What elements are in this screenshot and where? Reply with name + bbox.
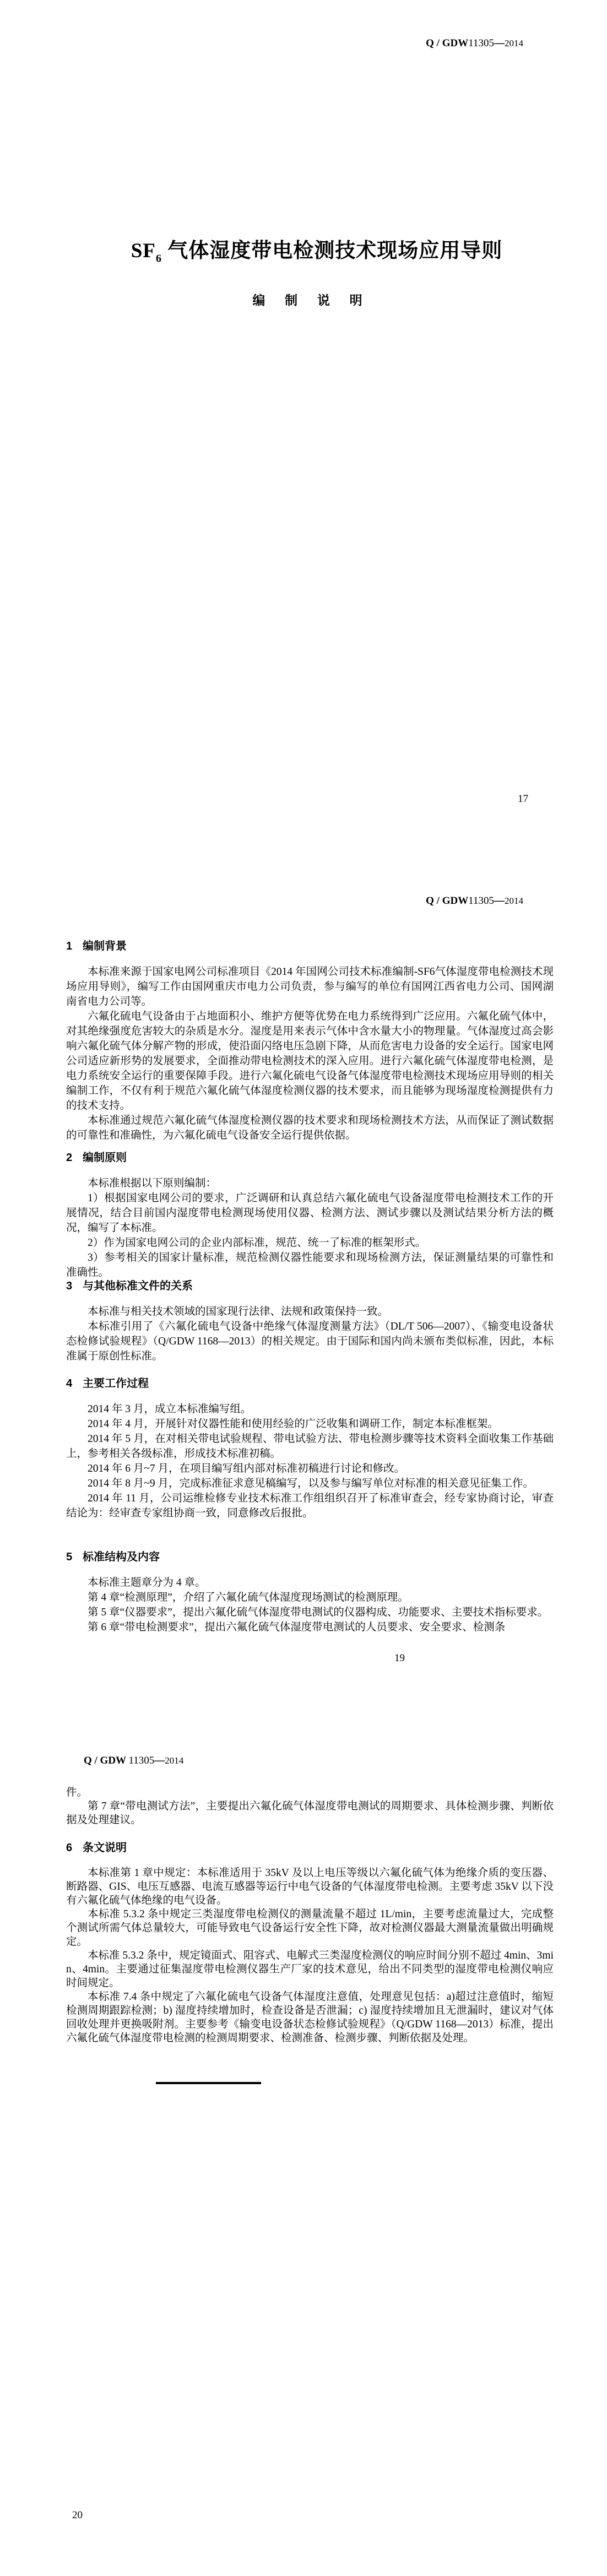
paragraph: 本标准与相关技术领域的国家现行法律、法规和政策保持一致。 [88, 1306, 389, 1317]
section-1-bianzhi-beijing [66, 938, 554, 1143]
standard-code-number: 11305 [468, 895, 494, 907]
section-title: 与其他标准文件的关系 [83, 1280, 193, 1292]
page3-header-standard-code [84, 1755, 183, 1767]
paragraph: 本标准 5.3.2 条中，规定镜面式、阻容式、电解式三类湿度检测仪的响应时间分别不超过 4min、3min、4min。主要通过征集湿度带电检测仪器生产厂家的技术意见，给出不同类型的湿度带电检测仪响应时间规定。 [66, 1950, 554, 1989]
section-title: 主要工作过程 [83, 1378, 149, 1390]
title-subscript-6: 6 [155, 252, 162, 265]
paragraph: 2014 年 5 月，在对相关带电试验规程、带电试验方法、带电检测步骤等技术资料全面收集工作基础上，参考相关各级标准，形成技术标准初稿。 [66, 1433, 554, 1460]
paragraph: 2014 年 6 月~7 月，在项目编写组内部对标准初稿进行讨论和修改。 [88, 1463, 405, 1474]
paragraph: 本标准引用了《六氟化硫电气设备中绝缘气体湿度测量方法》（DL/T 506—2007）、《输变电设备状态检修试验规程》（Q/GDW 1168—2013）的相关规定。由于国际和国内尚未颁布类似标准，因此，本标准属于原创性标准。 [66, 1321, 554, 1362]
section-number: 4 [66, 1378, 73, 1390]
section-5-jiegou-neirong [66, 1549, 554, 1635]
section-heading [66, 1278, 554, 1294]
paragraph: 2）作为国家电网公司的企业内部标准，规范、统一了标准的框架形式。 [88, 1237, 426, 1249]
title-rest: 气体湿度带电检测技术现场应用导则 [162, 240, 503, 262]
section-number: 5 [66, 1551, 73, 1563]
page-number-19: 19 [394, 1652, 405, 1664]
paragraph: 本标准 5.3.2 条中规定三类湿度带电检测仪的测量流量不超过 1L/min，主要考虑流量过大，完成整个测试所需气体总量较大，可能导致电气设备运行安全性下降，故对检测仪器最大测量流量做出明确规定。 [66, 1908, 554, 1948]
paragraph: 第 6 章“带电检测要求”，提出六氟化硫气体湿度带电测试的人员要求、安全要求、检测条 [88, 1621, 506, 1633]
standard-code-dash: — [494, 895, 505, 907]
standard-code-number: 11305 [468, 37, 494, 49]
paragraph: 第 5 章“仪器要求”，提出六氟化硫气体湿度带电测试的仪器构成、功能要求、主要技术指标要求。 [88, 1607, 549, 1618]
paragraph: 第 7 章“带电测试方法”，主要提出六氟化硫气体湿度带电测试的周期要求、具体检测步骤、判断依据及处理建议。 [66, 1801, 554, 1826]
section-number: 1 [66, 940, 73, 952]
section-number: 3 [66, 1280, 73, 1292]
section-number: 2 [66, 1152, 73, 1164]
standard-code-dash: — [154, 1755, 165, 1766]
section-2-bianzhi-yuanze [66, 1149, 554, 1280]
document-subtitle: 编 制 说 明 [252, 294, 368, 307]
section-title: 编制原则 [83, 1152, 127, 1164]
section-6-tiaowen-shuoming [66, 1840, 554, 2045]
title-sf: SF [131, 240, 156, 262]
section-heading [66, 1549, 554, 1565]
page-number-17: 17 [518, 793, 528, 805]
paragraph: 本标准第 1 章中规定：本标准适用于 35kV 及以上电压等级以六氟化硫气体为绝缘介质的变压器、断路器、GIS、电压互感器、电流互感器等运行中电气设备的气体湿度带电检测。主要考虑 35kV 以下没有六氟化硫气体绝缘的电气设备。 [66, 1867, 554, 1906]
section-title: 标准结构及内容 [83, 1551, 160, 1563]
paragraph: 2014 年 4 月，开展针对仪器性能和使用经验的广泛收集和调研工作，制定本标准框架。 [88, 1418, 498, 1430]
standard-code-number: 11305 [128, 1755, 155, 1766]
paragraph: 本标准根据以下原则编制： [88, 1178, 217, 1189]
end-of-document-rule [156, 2082, 261, 2084]
paragraph: 2014 年 8 月~9 月，完成标准征求意见稿编写，以及参与编写单位对标准的相关意见征集工作。 [88, 1478, 534, 1489]
paragraph: 六氟化硫电气设备由于占地面积小、维护方便等优势在电力系统得到广泛应用。六氟化硫气体中，对其绝缘强度危害较大的杂质是水分。湿度是用来表示气体中含水量大小的物理量。气体湿度过高会影响六氟化硫气体分解产物的形成，使沿面闪络电压急剧下降，从而危害电力设备的安全运行。国家电网公司适应新形势的发展要求，全面推动带电检测技术的深入应用。进行六氟化硫气体湿度带电检测，是电力系统安全运行的重要保障手段。进行六氟化硫电气设备气体湿度带电检测技术现场应用导则的相关编制工作，不仅有利于规范六氟化硫气体湿度检测仪器的技术要求，而且能够为现场湿度检测提供有力的技术支持。 [66, 1011, 554, 1111]
paragraph-continuation: 件。 [66, 1787, 88, 1798]
standard-code-year: 2014 [165, 1755, 184, 1766]
standard-code-year: 2014 [505, 896, 523, 906]
section-title: 条文说明 [83, 1842, 127, 1854]
section-4-gongzuo-guocheng [66, 1375, 554, 1521]
paragraph: 第 4 章“检测原理”，介绍了六氟化硫气体湿度现场测试的检测原理。 [88, 1592, 409, 1603]
paragraph: 2014 年 3 月，成立本标准编写组。 [88, 1403, 252, 1415]
paragraph: 本标准 7.4 条中规定了六氟化硫电气设备气体湿度注意值，处理意见包括：a)超过注意值时，缩短检测周期跟踪检测；b) 湿度持续增加时，检查设备是否泄漏；c) 湿度持续增加且无泄漏时，建议对气体回收处理并更换吸附剂。主要参考《输变电设备状态检修试验规程》（Q/GDW 1168—2013）标准，提出六氟化硫气体湿度带电检测的检测周期要求、检测准备、检测步骤、判断依据及处理。 [66, 1991, 554, 2044]
section-number: 6 [66, 1842, 73, 1854]
paragraph: 本标准通过规范六氟化硫气体湿度检测仪器的技术要求和现场检测技术方法，从而保证了测试数据的可靠性和准确性，为六氟化硫电气设备安全运行提供依据。 [66, 1115, 554, 1141]
page-number-20: 20 [72, 2509, 83, 2521]
page2-header-standard-code [426, 895, 523, 907]
page3-carryover-text [66, 1786, 554, 1827]
section-heading [66, 1149, 554, 1166]
section-3-guanxi [66, 1278, 554, 1364]
paragraph: 1）根据国家电网公司的要求，广泛调研和认真总结六氟化硫电气设备湿度带电检测技术工作的开展情况，结合目前国内湿度带电检测现场使用仪器、检测方法、测试步骤以及测试结果分析方法的概况，编写了本标准。 [66, 1192, 554, 1234]
document-title [22, 234, 607, 263]
section-heading [66, 1375, 554, 1392]
standard-code-prefix: Q / GDW [84, 1755, 129, 1766]
section-heading [66, 1840, 554, 1856]
section-heading [66, 938, 554, 955]
standard-code-year: 2014 [505, 38, 523, 48]
standard-code-prefix: Q / GDW [426, 895, 469, 907]
page1-header-standard-code [426, 37, 523, 50]
paragraph: 本标准来源于国家电网公司标准项目《2014 年国网公司技术标准编制-SF6气体湿度带电检测技术现场应用导则》，编写工作由国网重庆市电力公司负责，参与编写的单位有国网江西省电力公司、国网湖南省电力公司等。 [66, 966, 554, 1007]
standard-code-dash: — [494, 37, 505, 49]
paragraph: 2014 年 11 月，公司运维检修专业技术标准工作组组织召开了标准审查会，经专家协商讨论，审查结论为：经审查专家组协商一致，同意修改后报批。 [66, 1493, 554, 1519]
standard-code-prefix: Q / GDW [426, 37, 469, 49]
paragraph: 3）参考相关的国家计量标准，规范检测仪器性能要求和现场检测方法，保证测量结果的可靠性和准确性。 [66, 1252, 554, 1278]
section-title: 编制背景 [83, 940, 127, 952]
paragraph: 本标准主题章分为 4 章。 [88, 1577, 206, 1588]
